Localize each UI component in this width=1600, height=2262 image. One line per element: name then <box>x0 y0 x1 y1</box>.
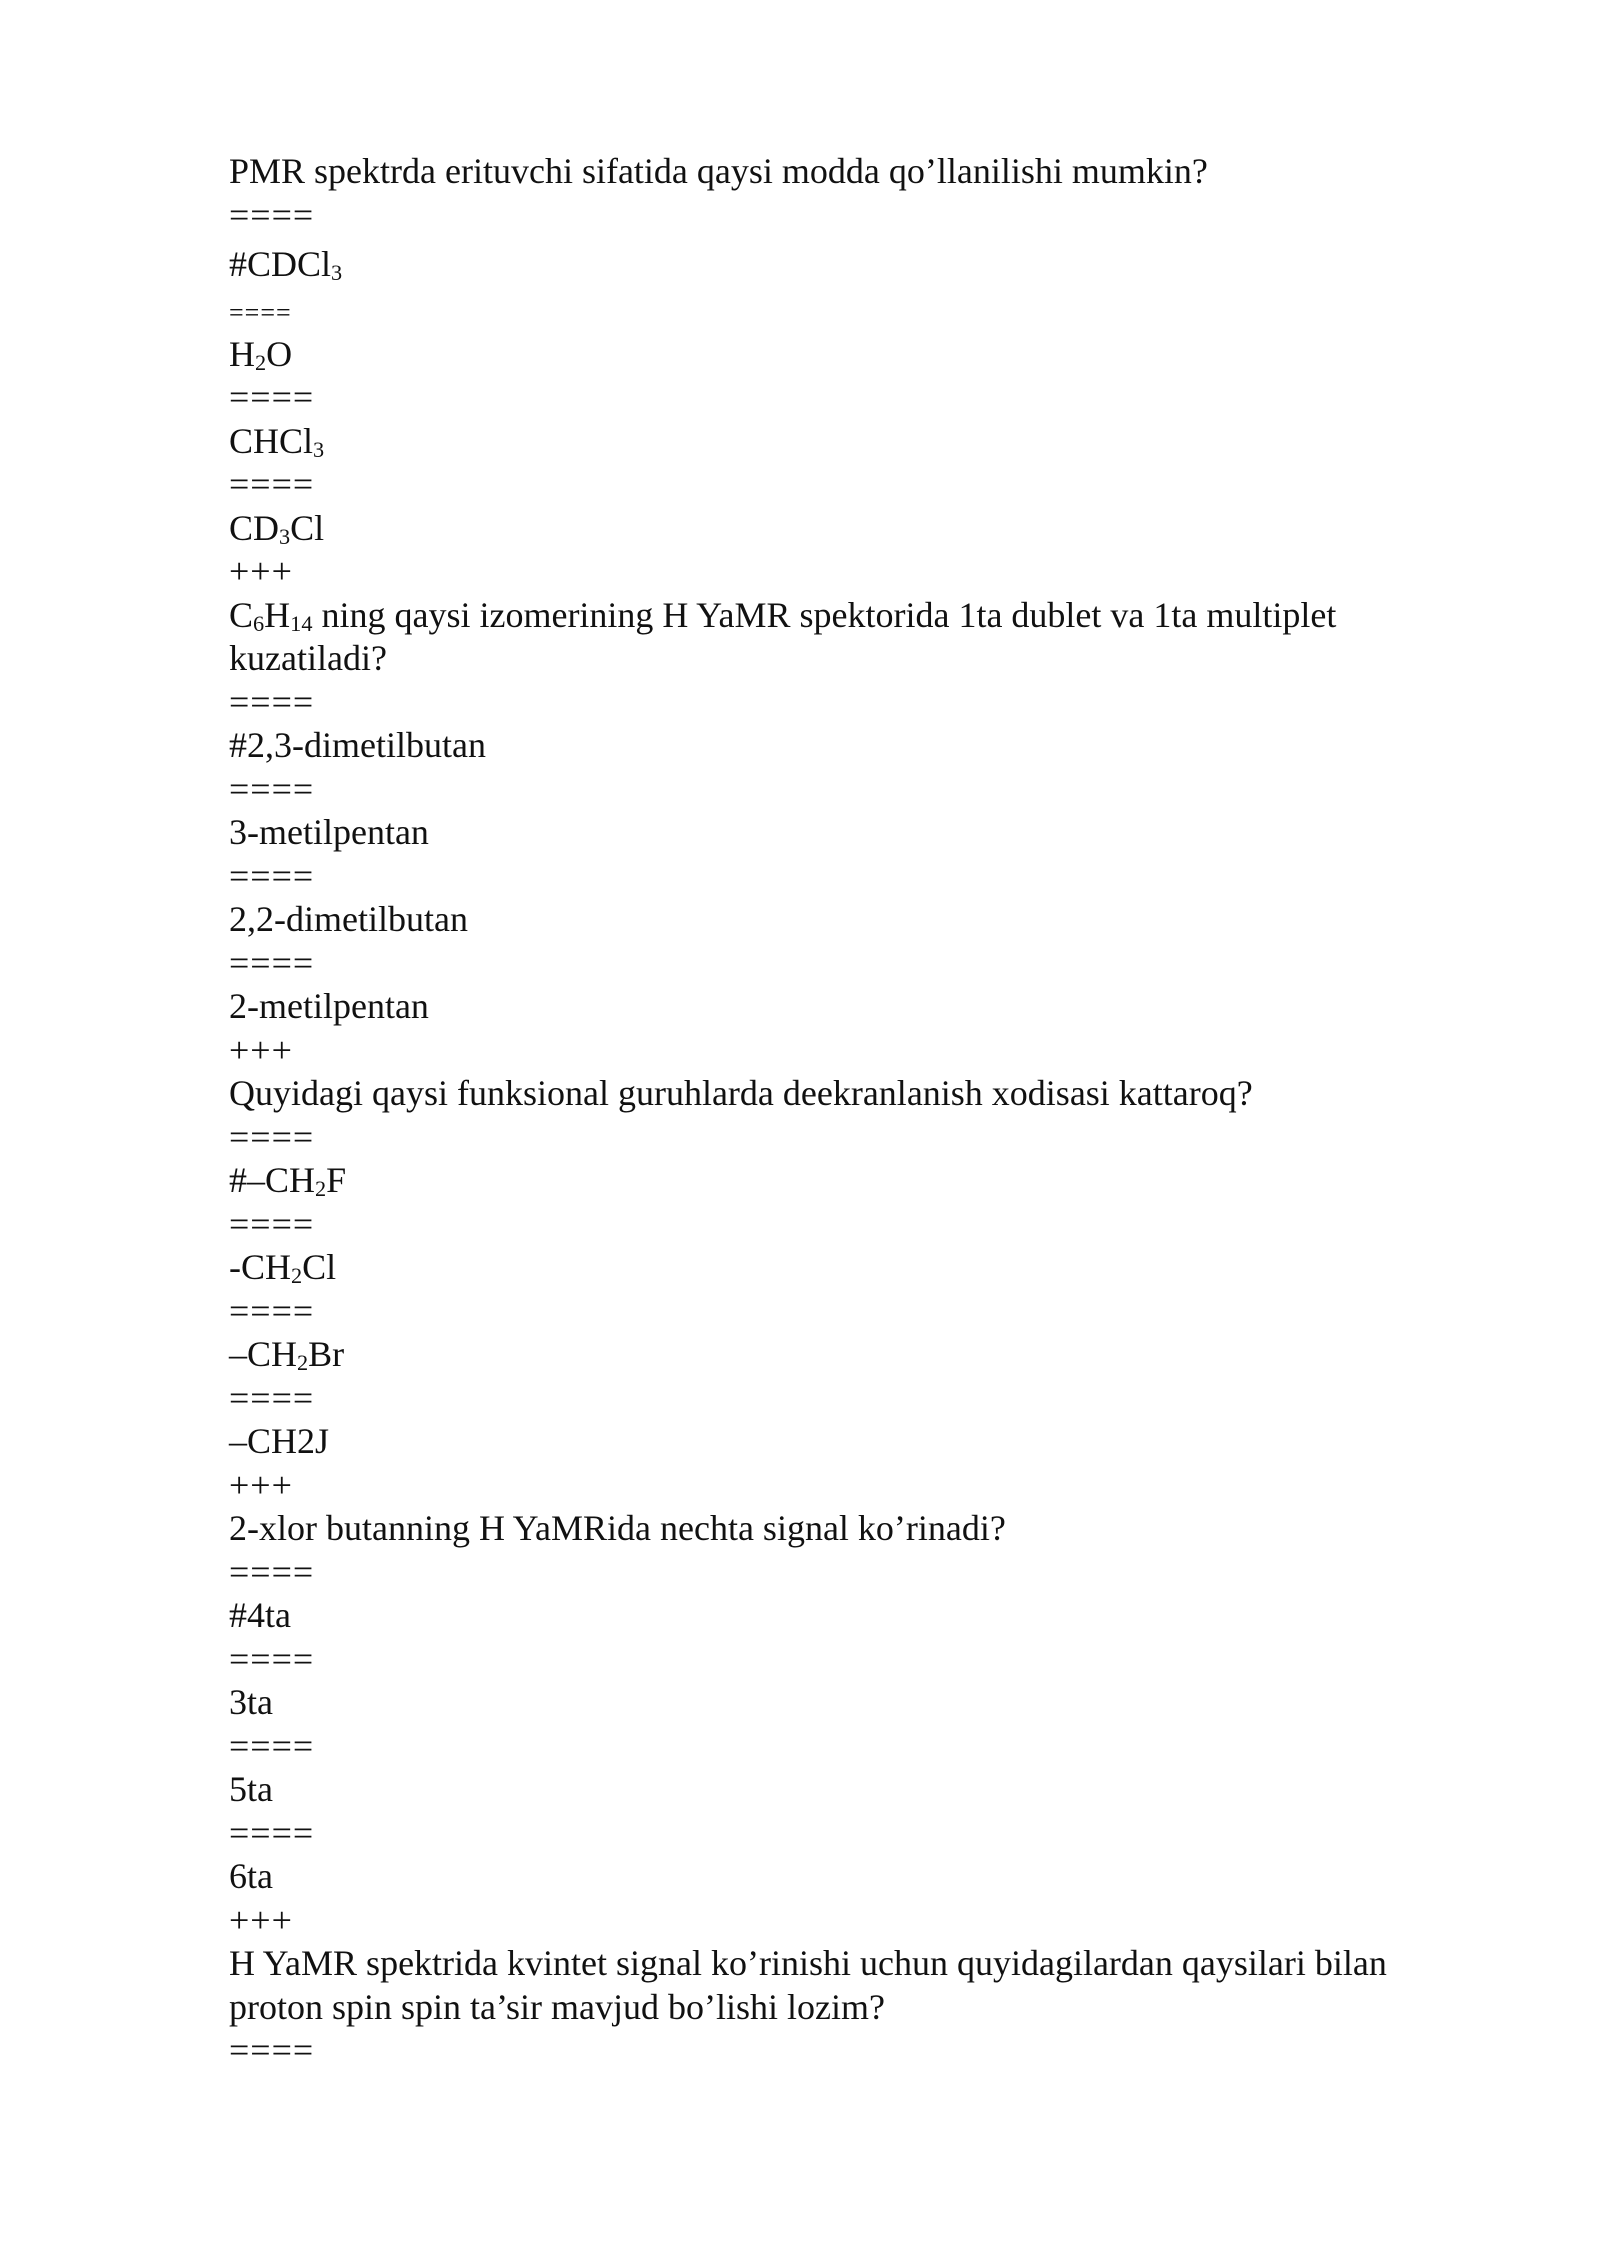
text-run: CD <box>229 507 280 548</box>
option-separator: ==== <box>229 1116 315 1157</box>
answer-option <box>229 1855 1469 1899</box>
question-text: Quyidagi qaysi funksional guruhlarda deekranlanish xodisasi kattaroq? <box>229 1073 1253 1113</box>
option-separator: ==== <box>229 1377 315 1418</box>
correct-answer-option <box>229 1594 1469 1638</box>
answer-option <box>229 1768 1469 1812</box>
subscript: 2 <box>297 1350 309 1376</box>
option-separator: ==== <box>229 1812 315 1853</box>
option-separator: ==== <box>229 377 315 417</box>
answer-option <box>229 507 1469 551</box>
text-run: Cl <box>290 507 325 548</box>
correct-answer-option <box>229 237 1469 287</box>
text-run: Br <box>308 1334 345 1374</box>
text-run: -CH <box>229 1247 291 1287</box>
question-text-continued: kuzatiladi? <box>229 638 387 678</box>
text-run: F <box>326 1160 347 1200</box>
text-run: 3-metilpentan <box>229 812 429 852</box>
question-separator: +++ <box>229 1029 293 1070</box>
option-separator: ==== <box>229 194 315 235</box>
question-text: 2-xlor butanning H YaMRida nechta signal ko’rinadi? <box>229 1508 1006 1548</box>
answer-option <box>229 985 1469 1029</box>
option-separator: ==== <box>229 1290 315 1331</box>
option-separator: ==== <box>229 681 315 722</box>
text-run: Cl <box>302 1247 337 1287</box>
question-text: PMR spektrda erituvchi sifatida qaysi modda qo’llanilishi mumkin? <box>229 151 1208 191</box>
text-run: H <box>229 333 255 374</box>
answer-option <box>229 811 1469 855</box>
text-run: 3ta <box>229 1682 273 1722</box>
subscript: 2 <box>315 1176 327 1202</box>
text-run: 2,2-dimetilbutan <box>229 899 468 939</box>
option-separator: ==== <box>229 768 315 809</box>
subscript: 2 <box>255 349 267 375</box>
answer-option <box>229 1333 1469 1377</box>
text-run: 6ta <box>229 1856 273 1896</box>
answer-option <box>229 1246 1469 1290</box>
answer-option <box>229 1681 1469 1725</box>
text-run: ning qaysi izomerining H YaMR spektorida 1ta dublet va 1ta multiplet <box>312 594 1337 635</box>
subscript: 3 <box>313 436 325 462</box>
text-run: #–CH <box>229 1160 316 1200</box>
subscript: 2 <box>291 1263 303 1289</box>
text-run: CHCl <box>229 420 314 461</box>
subscript: 6 <box>253 610 265 636</box>
text-run: #2,3-dimetilbutan <box>229 725 486 765</box>
question-separator: +++ <box>229 551 293 591</box>
option-separator: ==== <box>229 1203 315 1244</box>
text-run: #CDCl <box>229 244 332 284</box>
text-run: H <box>264 594 291 635</box>
correct-answer-option <box>229 1159 1469 1203</box>
option-separator: ==== <box>229 464 315 504</box>
answer-option <box>229 420 1469 464</box>
text-run: O <box>266 333 293 374</box>
option-separator: ==== <box>229 1638 315 1679</box>
subscript: 3 <box>331 260 343 286</box>
answer-option <box>229 333 1469 377</box>
subscript: 14 <box>290 610 313 636</box>
subscript: 3 <box>279 523 291 549</box>
document-body <box>229 150 1469 2073</box>
text-run: #4ta <box>229 1595 291 1635</box>
correct-answer-option <box>229 724 1469 768</box>
question-text: H YaMR spektrida kvintet signal ko’rinishi uchun quyidagilardan qaysilari bilan <box>229 1943 1387 1983</box>
text-run: C <box>229 594 254 635</box>
text-run: 5ta <box>229 1769 273 1809</box>
text-run: –CH <box>229 1334 298 1374</box>
text-run: –CH2J <box>229 1421 330 1461</box>
question-separator: +++ <box>229 1899 293 1940</box>
answer-option <box>229 898 1469 942</box>
option-separator: ==== <box>229 1551 315 1592</box>
text-run: 2-metilpentan <box>229 986 429 1026</box>
answer-option <box>229 1420 1469 1464</box>
option-separator: ==== <box>229 942 315 983</box>
option-separator: ==== <box>229 2030 315 2070</box>
option-separator: ==== <box>229 855 315 896</box>
option-separator: ==== <box>229 1725 315 1766</box>
question-separator: +++ <box>229 1464 293 1505</box>
option-separator: ==== <box>229 297 292 327</box>
question-text-continued: proton spin spin ta’sir mavjud bo’lishi lozim? <box>229 1986 885 2027</box>
question-text <box>229 594 1469 638</box>
